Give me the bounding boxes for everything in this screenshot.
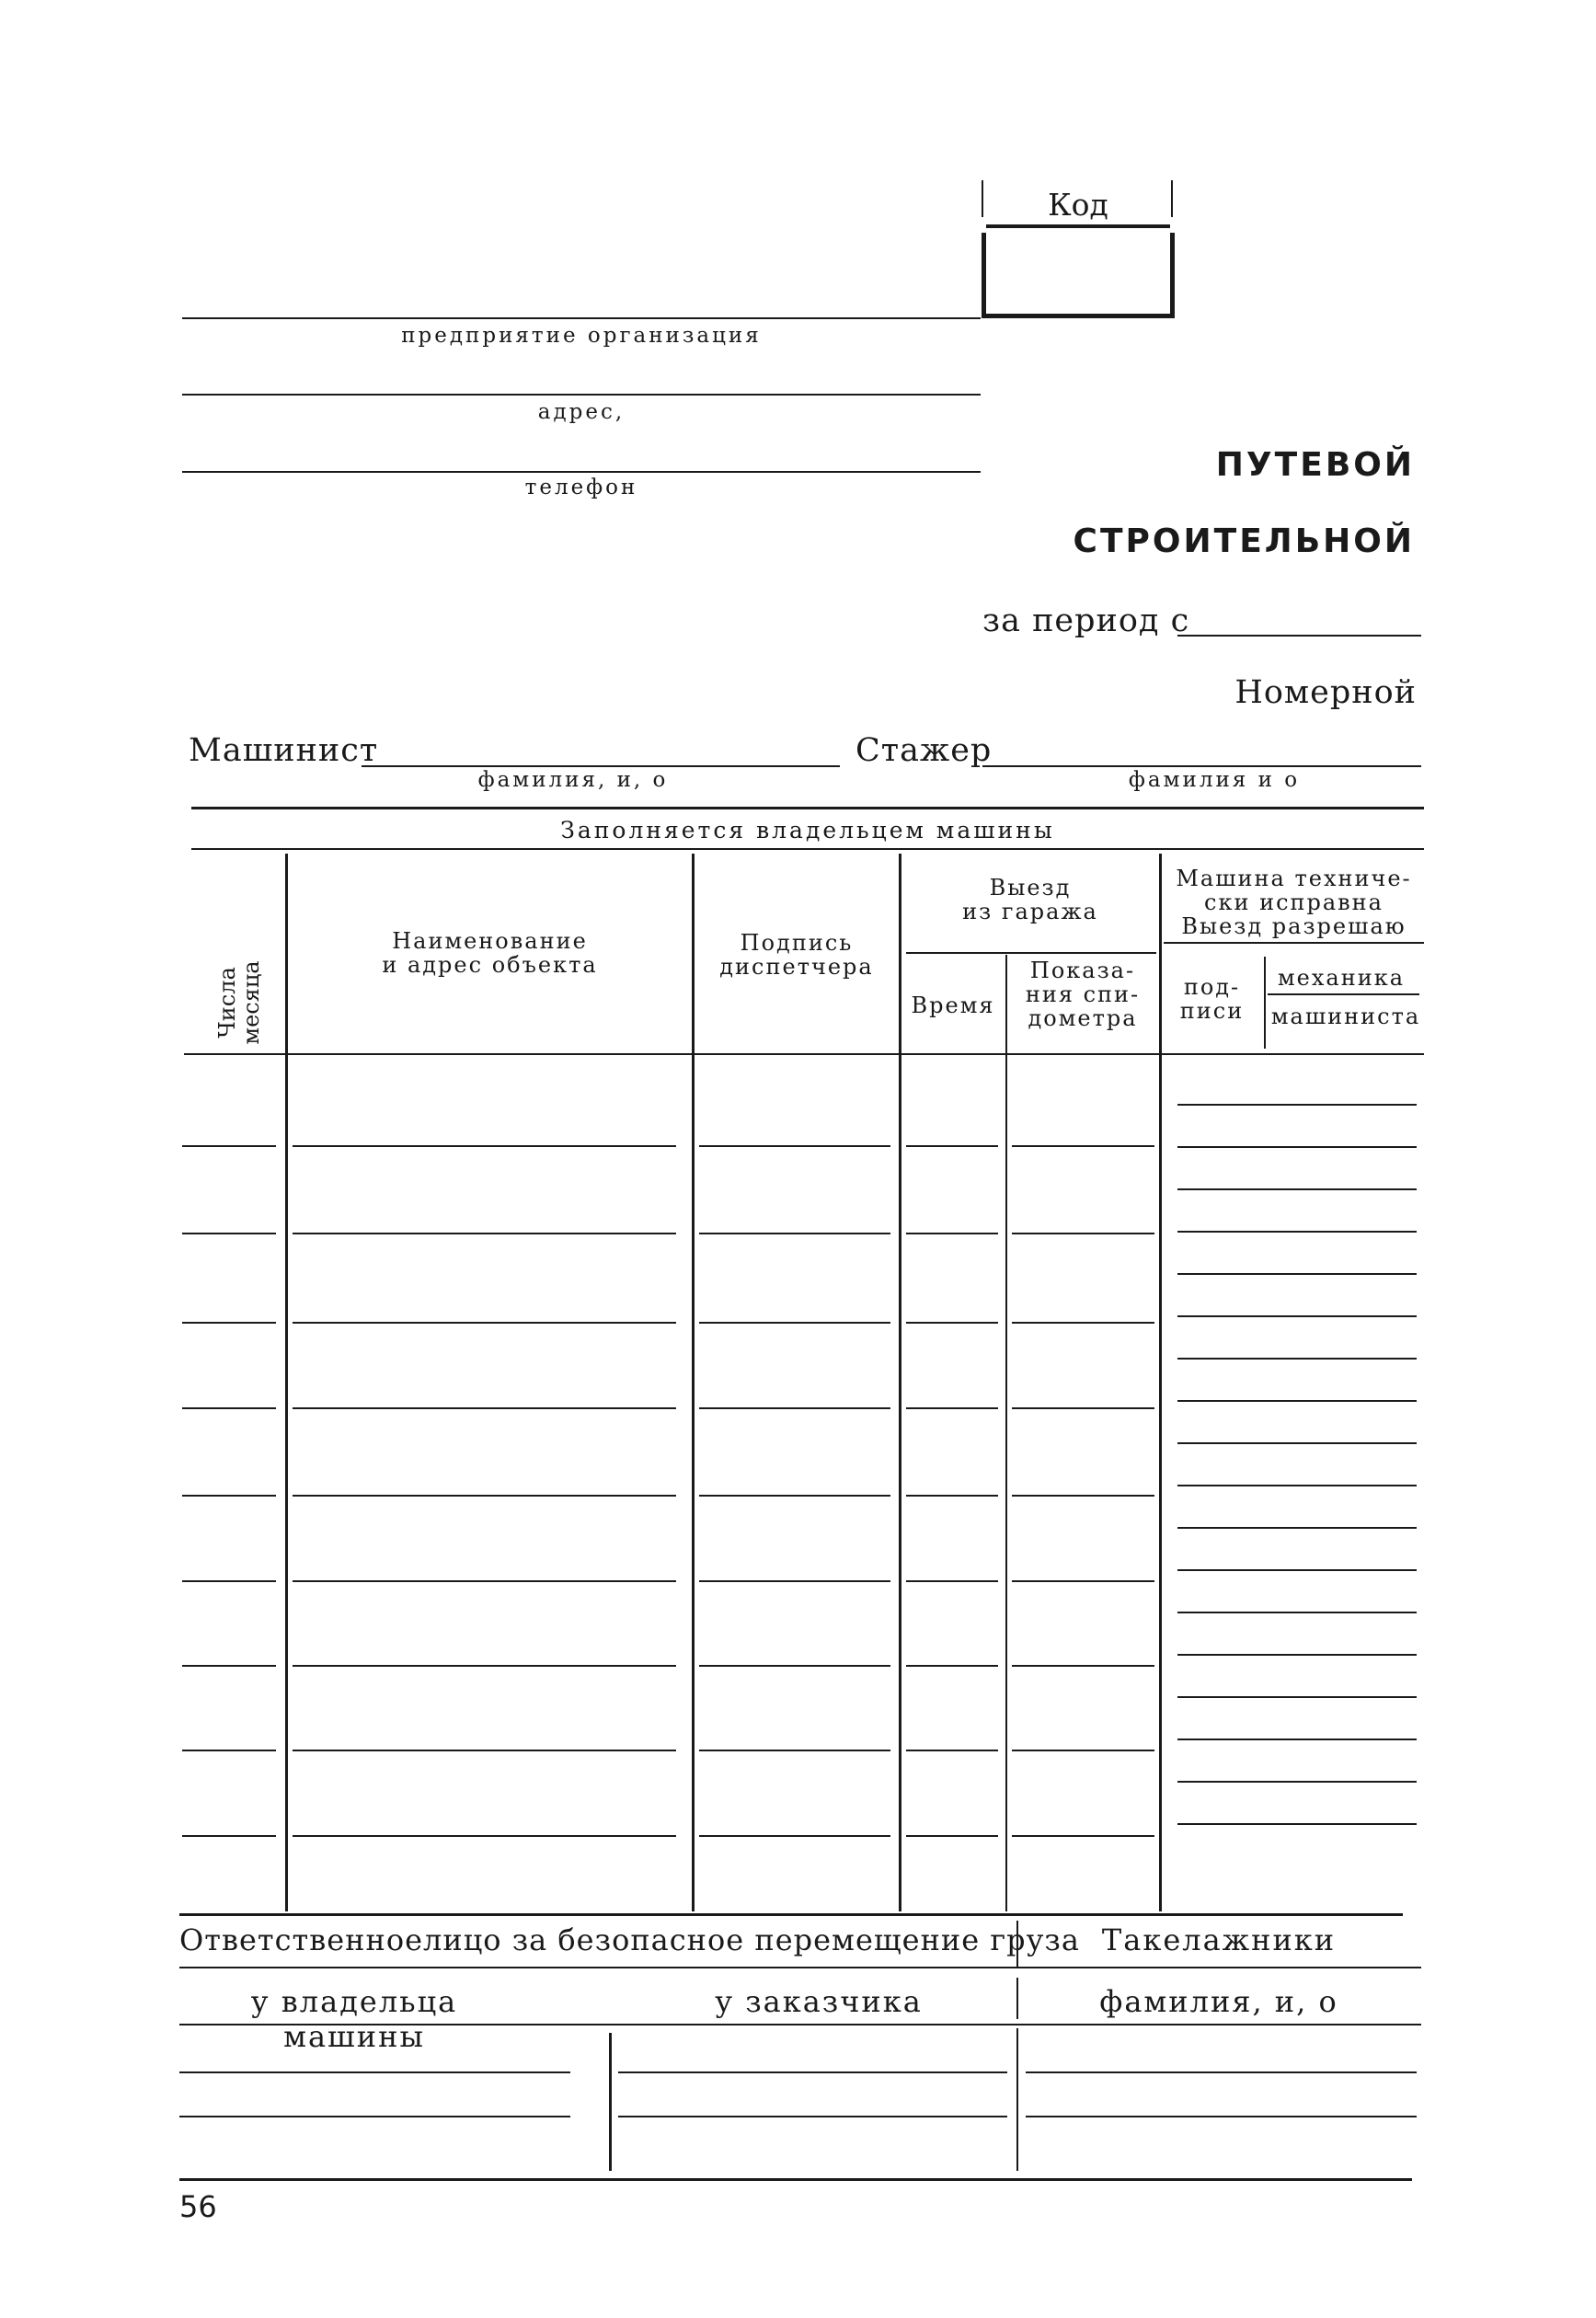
approval-line[interactable] [1177,1612,1417,1613]
col-speedo-line2: ния спи- [1025,981,1141,1007]
table-row-line[interactable] [293,1835,676,1837]
approval-line[interactable] [1177,1442,1417,1444]
col-speedo-line1: Показа- [1029,958,1136,983]
table-row-line[interactable] [1012,1407,1154,1409]
approval-line[interactable] [1177,1696,1417,1698]
approval-line[interactable] [1177,1823,1417,1825]
table-row-line[interactable] [1012,1750,1154,1751]
table-row-line[interactable] [906,1580,998,1582]
table-row-line[interactable] [699,1750,890,1751]
col-speedo-line3: дометра [1028,1005,1138,1031]
address-caption: адрес, [537,400,626,424]
customer-col: у заказчика [715,1984,923,2019]
footer-entry-line[interactable] [179,2071,570,2073]
table-row-line[interactable] [699,1145,890,1147]
col-dispatcher-header [696,931,897,979]
table-row-line[interactable] [293,1322,676,1324]
footer-entry-line[interactable] [179,2116,570,2117]
approval-line[interactable] [1177,1781,1417,1783]
phone-line[interactable] [182,471,981,473]
table-row-line[interactable] [906,1322,998,1324]
table-row-line[interactable] [699,1322,890,1324]
responsible-header: Ответственноелицо за безопасное перемещение груза [179,1922,1080,1957]
table-row-line[interactable] [293,1750,676,1751]
table-row-line[interactable] [1012,1233,1154,1234]
col-ok-line1: Машина техниче- [1176,866,1412,891]
table-row-line[interactable] [699,1233,890,1234]
table-row-line[interactable] [182,1495,276,1497]
table-row-line[interactable] [906,1233,998,1234]
footer-entry-line[interactable] [618,2071,1007,2073]
col-exit-header [903,876,1157,924]
table-row-line[interactable] [699,1665,890,1667]
table-row-line[interactable] [906,1750,998,1751]
table-row-line[interactable] [699,1835,890,1837]
address-line[interactable] [182,394,981,396]
approval-line[interactable] [1177,1231,1417,1233]
footer-entry-line[interactable] [618,2116,1007,2117]
phone-caption: телефон [524,476,638,499]
col-dispatcher-line1: Подпись [740,930,854,956]
col-sign-line2: писи [1179,998,1245,1024]
col-time: Время [911,993,995,1018]
org-line[interactable] [182,317,981,319]
approval-line[interactable] [1177,1738,1417,1740]
col-date-header [198,957,281,1049]
approval-line[interactable] [1177,1485,1417,1486]
footer-entry-line[interactable] [1026,2116,1417,2117]
table-row-line[interactable] [182,1665,276,1667]
approval-line[interactable] [1177,1188,1417,1190]
riggers-col: фамилия, и, о [1099,1984,1338,2019]
footer-entry-line[interactable] [1026,2071,1417,2073]
table-row-line[interactable] [293,1665,676,1667]
approval-line[interactable] [1177,1654,1417,1656]
title-line2: СТРОИТЕЛЬНОЙ [1073,522,1415,560]
table-row-line[interactable] [1012,1495,1154,1497]
table-row-line[interactable] [293,1233,676,1234]
riggers-header: Такелажники [1101,1922,1337,1957]
approval-line[interactable] [1177,1146,1417,1148]
col-sign-line1: под- [1183,974,1241,1000]
table-row-line[interactable] [293,1495,676,1497]
table-row-line[interactable] [1012,1322,1154,1324]
col-ok-line3: Выезд разрешаю [1181,913,1407,939]
table-row-line[interactable] [182,1580,276,1582]
col-mechanic: механика [1277,965,1405,991]
table-row-line[interactable] [1012,1580,1154,1582]
col-object-line1: Наименование [392,928,588,954]
table-row-line[interactable] [182,1145,276,1147]
col-date-line2: месяца [238,960,264,1045]
table-row-line[interactable] [906,1407,998,1409]
table-row-line[interactable] [182,1322,276,1324]
col-exit-line1: Выезд [989,875,1072,901]
table-row-line[interactable] [293,1407,676,1409]
table-row-line[interactable] [182,1750,276,1751]
col-exit-line2: из гаража [962,899,1098,924]
org-caption: предприятие организация [401,324,762,348]
col-ok-line2: ски исправна [1204,889,1384,915]
approval-line[interactable] [1177,1315,1417,1317]
trainee-line[interactable] [982,765,1421,767]
approval-line[interactable] [1177,1104,1417,1106]
page-number: 56 [179,2189,217,2224]
table-row-line[interactable] [699,1580,890,1582]
table-row-line[interactable] [699,1495,890,1497]
code-label: Код [1048,187,1108,223]
driver-line[interactable] [362,765,840,767]
period-label: за период с [982,602,1190,639]
table-row-line[interactable] [182,1233,276,1234]
trainee-caption: фамилия и о [1128,768,1301,792]
owner-header: Заполняется владельцем машины [560,817,1055,843]
period-line[interactable] [1177,635,1421,637]
approval-line[interactable] [1177,1273,1417,1275]
col-date-line1: Числа [214,967,240,1039]
table-row-line[interactable] [906,1145,998,1147]
driver-label: Машинист [189,732,379,769]
table-row-line[interactable] [1012,1835,1154,1837]
code-field[interactable] [982,233,1175,318]
table-row-line[interactable] [293,1145,676,1147]
owner-col: у владельца машины [250,1984,458,2054]
table-row-line[interactable] [182,1407,276,1409]
table-row-line[interactable] [906,1495,998,1497]
table-row-line[interactable] [699,1407,890,1409]
table-row-line[interactable] [906,1835,998,1837]
col-speedo-header [1009,958,1156,1030]
col-object-header [290,929,690,977]
col-object-line2: и адрес объекта [382,952,598,978]
approval-line[interactable] [1177,1400,1417,1402]
col-ok-header [1164,866,1424,938]
number-label: Номерной [1234,674,1417,711]
table-row-line[interactable] [293,1580,676,1582]
table-row-line[interactable] [906,1665,998,1667]
table-row-line[interactable] [1012,1145,1154,1147]
approval-line[interactable] [1177,1358,1417,1360]
col-dispatcher-line2: диспетчера [719,954,874,980]
table-row-line[interactable] [1012,1665,1154,1667]
approval-line[interactable] [1177,1569,1417,1571]
title-line1: ПУТЕВОЙ [1215,446,1415,484]
trainee-label: Стажер [855,732,993,769]
table-row-line[interactable] [182,1835,276,1837]
driver-caption: фамилия, и, о [477,768,669,792]
col-driver: машиниста [1270,1004,1421,1029]
col-sign-header [1164,975,1260,1023]
approval-line[interactable] [1177,1527,1417,1529]
